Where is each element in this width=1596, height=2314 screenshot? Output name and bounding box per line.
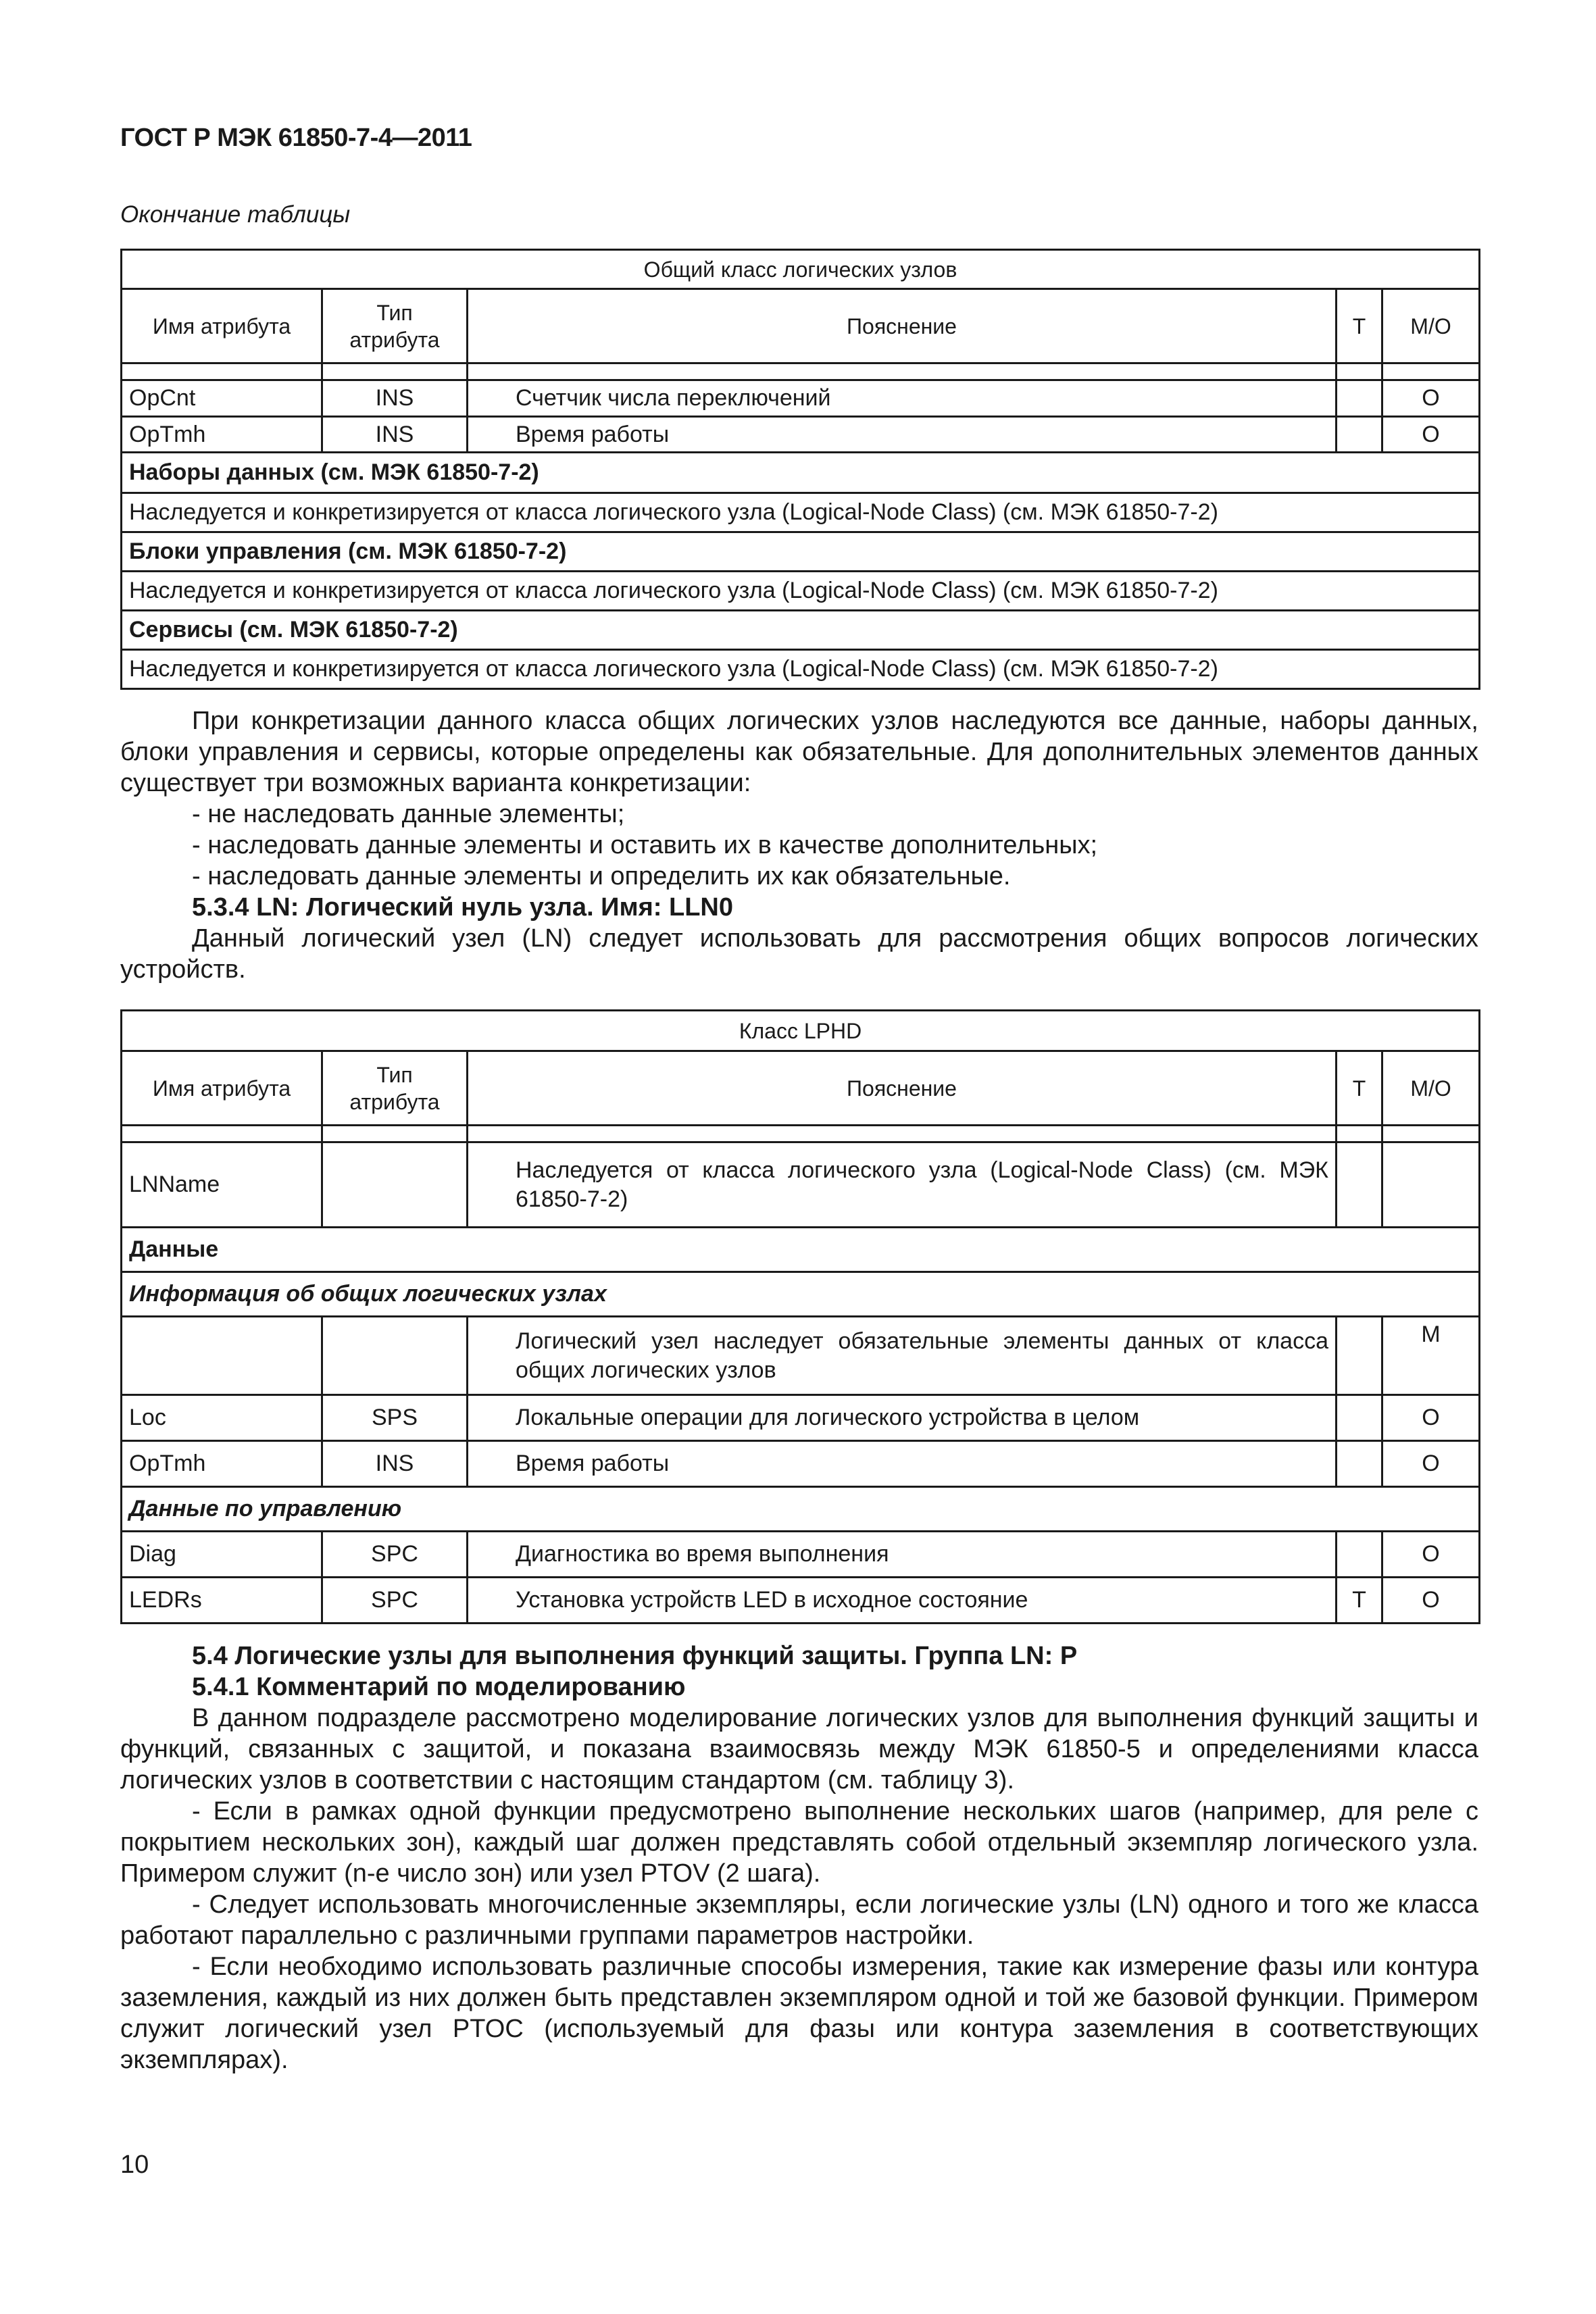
table-header-row xyxy=(122,289,1480,363)
section-row-services xyxy=(122,611,1480,650)
attr-name: LEDRs xyxy=(122,1578,322,1624)
col-header-desc: Пояснение xyxy=(468,1051,1337,1126)
inherit-text: Наследуется и конкретизируется от класса логического узла (Logical-Node Class) (см. МЭК 61850-7-2) xyxy=(122,493,1480,532)
attr-t xyxy=(1337,1395,1382,1441)
attr-type: INS xyxy=(322,1441,468,1487)
attr-type: INS xyxy=(322,416,468,453)
attr-mo: M xyxy=(1382,1317,1480,1395)
list-item: - не наследовать данные элементы; xyxy=(192,800,625,828)
section-heading: 5.4 Логические узлы для выполнения функций защиты. Группа LN: P xyxy=(192,1642,1078,1670)
section-row-control-blocks xyxy=(122,532,1480,572)
col-header-desc: Пояснение xyxy=(468,289,1337,363)
table-row-inherit xyxy=(122,1317,1480,1395)
subsection-heading: 5.4.1 Комментарий по моделированию xyxy=(192,1673,686,1701)
attr-t xyxy=(1337,1441,1382,1487)
attr-mo: O xyxy=(1382,1441,1480,1487)
inherit-row xyxy=(122,493,1480,532)
col-header-mo: М/О xyxy=(1382,1051,1480,1126)
attr-mo: O xyxy=(1382,1395,1480,1441)
attr-desc: Наследуется от класса логического узла (Logical-Node Class) (см. МЭК 61850-7-2) xyxy=(468,1142,1337,1228)
table-row xyxy=(122,380,1480,417)
attr-mo: O xyxy=(1382,1532,1480,1578)
list-item: - наследовать данные элементы и определить их как обязательные. xyxy=(192,862,1011,890)
attr-type xyxy=(322,1142,468,1228)
list-item: - наследовать данные элементы и оставить их в качестве дополнительных; xyxy=(192,831,1098,859)
col-header-type: Тип атрибута xyxy=(322,1051,468,1126)
table-header-row xyxy=(122,1051,1480,1126)
attr-type: SPS xyxy=(322,1395,468,1441)
attr-t xyxy=(1337,1532,1382,1578)
attr-type: SPC xyxy=(322,1532,468,1578)
table-title-row xyxy=(122,250,1480,289)
section-heading: 5.3.4 LN: Логический нуль узла. Имя: LLN0 xyxy=(192,893,733,922)
attr-t xyxy=(1337,416,1382,453)
section-title: Блоки управления (см. МЭК 61850-7-2) xyxy=(122,532,1480,572)
attr-desc: Установка устройств LED в исходное состояние xyxy=(468,1578,1337,1624)
common-ln-class-table xyxy=(120,249,1480,690)
attr-desc: Локальные операции для логического устройства в целом xyxy=(468,1395,1337,1441)
attr-desc: Время работы xyxy=(468,416,1337,453)
attr-t: T xyxy=(1337,1578,1382,1624)
section-title: Данные по управлению xyxy=(122,1487,1480,1532)
attr-name xyxy=(122,1317,322,1395)
section-row-control xyxy=(122,1487,1480,1532)
attr-desc: Счетчик числа переключений xyxy=(468,380,1337,417)
section-row-data xyxy=(122,1228,1480,1272)
paragraph: В данном подразделе рассмотрено моделирование логических узлов для выполнения функций защиты и функций, связанных с защитой, и показана взаимосвязь между МЭК 61850-5 и определениями класса логических узлов в соответствии с настоящим стандартом (см. таблицу 3). xyxy=(120,1704,1478,1794)
section-row-datasets xyxy=(122,453,1480,493)
body-text-block-1 xyxy=(120,705,1478,985)
spacer-row xyxy=(122,1126,1480,1142)
inherit-row xyxy=(122,572,1480,611)
body-text-block-2 xyxy=(120,1640,1478,2076)
table-class-title: Класс LPHD xyxy=(122,1011,1480,1051)
page-number: 10 xyxy=(120,2150,149,2179)
attr-name: Loc xyxy=(122,1395,322,1441)
col-header-name: Имя атрибута xyxy=(122,1051,322,1126)
document-header: ГОСТ Р МЭК 61850-7-4—2011 xyxy=(120,124,472,152)
col-header-name: Имя атрибута xyxy=(122,289,322,363)
table-row xyxy=(122,416,1480,453)
attr-t xyxy=(1337,1317,1382,1395)
paragraph: - Если необходимо использовать различные способы измерения, такие как измерение фазы или контура заземления, каждый из них должен быть представлен экземпляром одной и той же базовой функции. Примером служит логический узел PTOC (используемый для фазы или контура заземления в соответствующих экземплярах). xyxy=(120,1953,1478,2074)
attr-name: OpCnt xyxy=(122,380,322,417)
attr-mo xyxy=(1382,1142,1480,1228)
section-row-info xyxy=(122,1272,1480,1317)
lphd-class-table xyxy=(120,1009,1480,1624)
table-title-row xyxy=(122,1011,1480,1051)
attr-t xyxy=(1337,380,1382,417)
col-header-t: Т xyxy=(1337,1051,1382,1126)
table-continuation-caption: Окончание таблицы xyxy=(120,201,351,228)
inherit-text: Наследуется и конкретизируется от класса логического узла (Logical-Node Class) (см. МЭК 61850-7-2) xyxy=(122,650,1480,689)
section-title: Наборы данных (см. МЭК 61850-7-2) xyxy=(122,453,1480,493)
section-title: Информация об общих логических узлах xyxy=(122,1272,1480,1317)
table-row xyxy=(122,1532,1480,1578)
attr-mo: O xyxy=(1382,1578,1480,1624)
section-title: Данные xyxy=(122,1228,1480,1272)
col-header-t: Т xyxy=(1337,289,1382,363)
paragraph: Данный логический узел (LN) следует использовать для рассмотрения общих вопросов логических устройств. xyxy=(120,924,1478,984)
spacer-row xyxy=(122,363,1480,380)
attr-mo: O xyxy=(1382,380,1480,417)
attr-desc: Логический узел наследует обязательные элементы данных от класса общих логических узлов xyxy=(468,1317,1337,1395)
col-header-mo: М/О xyxy=(1382,289,1480,363)
attr-name: Diag xyxy=(122,1532,322,1578)
attr-type: INS xyxy=(322,380,468,417)
paragraph: - Если в рамках одной функции предусмотрено выполнение нескольких шагов (например, для реле с покрытием нескольких зон), каждый шаг должен представлять собой отдельный экземпляр логического узла. Примером служит (n-е число зон) или узел PTOV (2 шага). xyxy=(120,1797,1478,1888)
table-row-lnname xyxy=(122,1142,1480,1228)
table-row xyxy=(122,1441,1480,1487)
inherit-text: Наследуется и конкретизируется от класса логического узла (Logical-Node Class) (см. МЭК 61850-7-2) xyxy=(122,572,1480,611)
attr-name: LNName xyxy=(122,1142,322,1228)
paragraph: - Следует использовать многочисленные экземпляры, если логические узлы (LN) одного и того же класса работают параллельно с различными группами параметров настройки. xyxy=(120,1890,1478,1950)
attr-name: OpTmh xyxy=(122,1441,322,1487)
paragraph: При конкретизации данного класса общих логических узлов наследуются все данные, наборы данных, блоки управления и сервисы, которые определены как обязательные. Для дополнительных элементов данных существует три возможных варианта конкретизации: xyxy=(120,707,1478,797)
attr-name: OpTmh xyxy=(122,416,322,453)
attr-type xyxy=(322,1317,468,1395)
table-row xyxy=(122,1395,1480,1441)
section-title: Сервисы (см. МЭК 61850-7-2) xyxy=(122,611,1480,650)
table-row xyxy=(122,1578,1480,1624)
attr-desc: Время работы xyxy=(468,1441,1337,1487)
col-header-type: Тип атрибута xyxy=(322,289,468,363)
inherit-row xyxy=(122,650,1480,689)
attr-mo: O xyxy=(1382,416,1480,453)
attr-t xyxy=(1337,1142,1382,1228)
attr-desc: Диагностика во время выполнения xyxy=(468,1532,1337,1578)
attr-type: SPC xyxy=(322,1578,468,1624)
table-class-title: Общий класс логических узлов xyxy=(122,250,1480,289)
